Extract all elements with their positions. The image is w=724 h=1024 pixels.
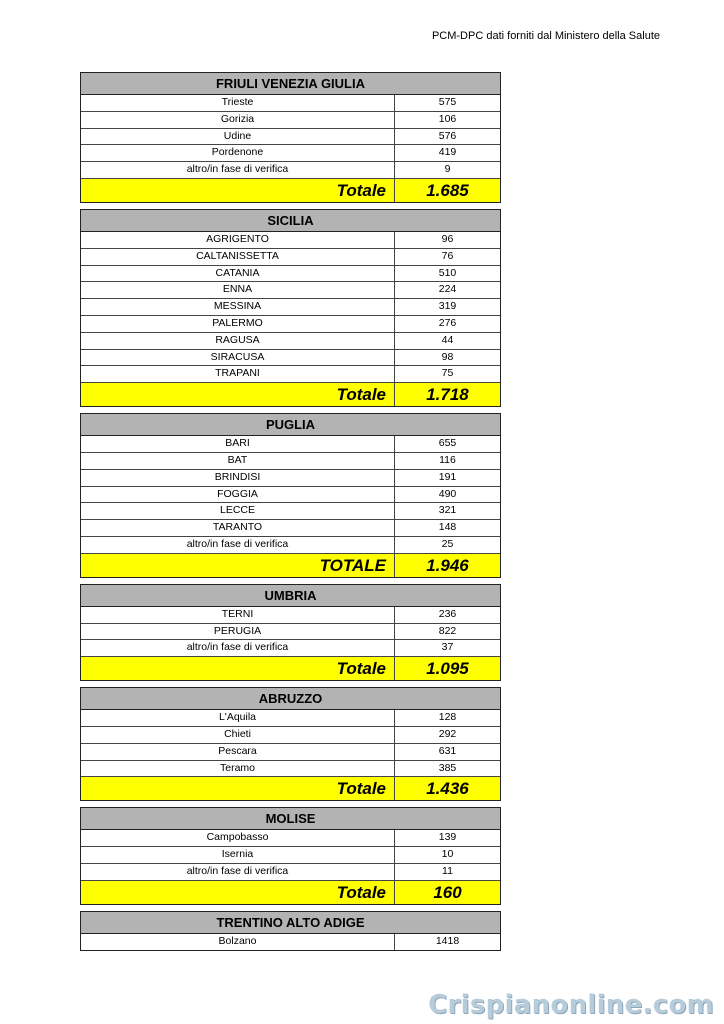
province-label: CATANIA [81, 266, 395, 282]
province-label: altro/in fase di verifica [81, 162, 395, 178]
case-count: 106 [438, 112, 457, 125]
case-count: 490 [438, 487, 457, 500]
province-label: BAT [81, 453, 395, 469]
province-label: Trieste [81, 95, 395, 111]
source-header: PCM-DPC dati forniti dal Ministero della Salute [431, 30, 660, 42]
case-count: 139 [438, 831, 457, 844]
province-label: altro/in fase di verifica [81, 864, 395, 880]
total-label: Totale [81, 657, 395, 680]
province-label: altro/in fase di verifica [81, 640, 395, 656]
table-row [81, 537, 500, 554]
table-row [81, 744, 500, 761]
table-row [81, 333, 500, 350]
province-label: PALERMO [81, 316, 395, 332]
case-count: 1418 [435, 934, 460, 947]
table-row [81, 487, 500, 504]
province-label: Isernia [81, 847, 395, 863]
case-count: 9 [444, 163, 451, 176]
table-row [81, 145, 500, 162]
region-title: TRENTINO ALTO ADIGE [81, 912, 500, 934]
table-row [81, 830, 500, 847]
case-count: 385 [438, 761, 457, 774]
case-count: 75 [441, 367, 454, 380]
region-title: FRIULI VENEZIA GIULIA [81, 73, 500, 95]
province-label: MESSINA [81, 299, 395, 315]
total-row [81, 554, 500, 577]
total-value: 1.095 [426, 659, 469, 679]
province-label: Pordenone [81, 145, 395, 161]
watermark-logo: Crispianonline.com [428, 990, 714, 1020]
case-count: 319 [438, 300, 457, 313]
case-count: 25 [441, 537, 454, 550]
table-row [81, 316, 500, 333]
table-row [81, 282, 500, 299]
total-row [81, 383, 500, 406]
region-title: ABRUZZO [81, 688, 500, 710]
case-count: 10 [441, 848, 454, 861]
province-label: ENNA [81, 282, 395, 298]
case-count: 419 [438, 146, 457, 159]
province-label: Campobasso [81, 830, 395, 846]
region-table [80, 209, 501, 407]
region-table [80, 413, 501, 578]
total-row [81, 881, 500, 904]
province-label: TERNI [81, 607, 395, 623]
table-row [81, 470, 500, 487]
table-row [81, 129, 500, 146]
case-count: 98 [441, 350, 454, 363]
case-count: 11 [442, 864, 453, 877]
case-count: 76 [441, 249, 454, 262]
total-label: Totale [81, 179, 395, 202]
province-label: altro/in fase di verifica [81, 537, 395, 553]
table-row [81, 112, 500, 129]
case-count: 116 [439, 453, 456, 466]
table-row [81, 232, 500, 249]
case-count: 321 [438, 504, 457, 517]
case-count: 96 [441, 232, 454, 245]
province-label: TARANTO [81, 520, 395, 536]
total-value: 1.718 [426, 385, 469, 405]
province-label: Gorizia [81, 112, 395, 128]
table-row [81, 162, 500, 179]
region-title: MOLISE [81, 808, 500, 830]
case-count: 510 [438, 266, 457, 279]
table-row [81, 503, 500, 520]
table-row [81, 266, 500, 283]
table-row [81, 249, 500, 266]
total-row [81, 777, 500, 800]
table-row [81, 761, 500, 778]
table-row [81, 847, 500, 864]
table-row [81, 350, 500, 367]
total-value: 1.685 [426, 180, 469, 200]
total-row [81, 657, 500, 680]
region-table [80, 807, 501, 904]
province-label: FOGGIA [81, 487, 395, 503]
table-row [81, 727, 500, 744]
province-label: AGRIGENTO [81, 232, 395, 248]
regions-table [80, 72, 501, 957]
region-title: UMBRIA [81, 585, 500, 607]
total-row [81, 179, 500, 202]
region-title: SICILIA [81, 210, 500, 232]
total-label: Totale [81, 777, 395, 800]
case-count: 191 [438, 470, 457, 483]
case-count: 631 [438, 744, 457, 757]
table-row [81, 520, 500, 537]
table-row [81, 710, 500, 727]
case-count: 655 [438, 437, 457, 450]
case-count: 37 [441, 641, 454, 654]
table-row [81, 366, 500, 383]
table-row [81, 934, 500, 950]
total-label: TOTALE [81, 554, 395, 577]
case-count: 128 [438, 711, 457, 724]
province-label: LECCE [81, 503, 395, 519]
province-label: PERUGIA [81, 624, 395, 640]
province-label: Bolzano [81, 934, 395, 950]
case-count: 236 [438, 607, 457, 620]
case-count: 576 [438, 129, 457, 142]
region-table [80, 584, 501, 681]
province-label: Chieti [81, 727, 395, 743]
table-row [81, 453, 500, 470]
province-label: BRINDISI [81, 470, 395, 486]
province-label: Udine [81, 129, 395, 145]
table-row [81, 607, 500, 624]
total-label: Totale [81, 383, 395, 406]
province-label: TRAPANI [81, 366, 395, 382]
region-table [80, 72, 501, 203]
total-value: 160 [433, 882, 462, 902]
province-label: SIRACUSA [81, 350, 395, 366]
table-row [81, 95, 500, 112]
total-value: 1.946 [426, 555, 469, 575]
table-row [81, 864, 500, 881]
region-table [80, 911, 501, 951]
table-row [81, 624, 500, 641]
total-label: Totale [81, 881, 395, 904]
total-value: 1.436 [426, 779, 469, 799]
case-count: 148 [438, 521, 457, 534]
province-label: BARI [81, 436, 395, 452]
case-count: 276 [438, 316, 457, 329]
table-row [81, 299, 500, 316]
region-title: PUGLIA [81, 414, 500, 436]
case-count: 822 [438, 624, 457, 637]
table-row [81, 640, 500, 657]
province-label: Teramo [81, 761, 395, 777]
case-count: 292 [438, 727, 457, 740]
table-row [81, 436, 500, 453]
province-label: L'Aquila [81, 710, 395, 726]
case-count: 575 [438, 96, 457, 108]
province-label: Pescara [81, 744, 395, 760]
case-count: 224 [438, 283, 457, 296]
province-label: CALTANISSETTA [81, 249, 395, 265]
case-count: 44 [441, 333, 454, 346]
province-label: RAGUSA [81, 333, 395, 349]
region-table [80, 687, 501, 801]
